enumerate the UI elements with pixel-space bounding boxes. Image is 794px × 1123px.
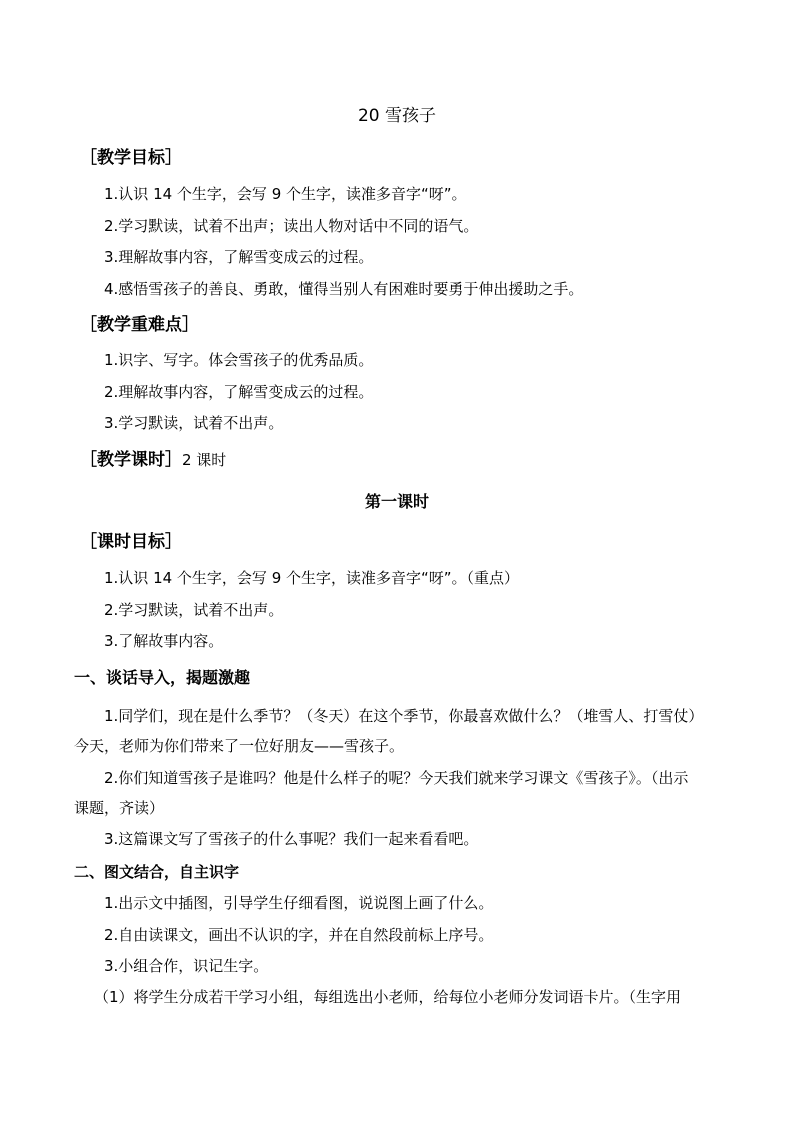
section2-item: 2.自由读课文，画出不认识的字，并在自然段前标上序号。 xyxy=(104,926,494,944)
teaching-goals-heading: ［教学目标］ xyxy=(80,148,182,168)
lesson1-title: 第一课时 xyxy=(364,492,429,511)
key-point-item: 1.识字、写字。体会雪孩子的优秀品质。 xyxy=(104,351,374,369)
key-point-item: 2.理解故事内容，了解雪变成云的过程。 xyxy=(104,383,374,401)
teaching-goal-item: 3.理解故事内容，了解雪变成云的过程。 xyxy=(104,248,374,266)
section2-item: 1.出示文中插图，引导学生仔细看图，说说图上画了什么。 xyxy=(104,894,494,912)
teaching-periods-value: 2 课时 xyxy=(182,451,227,469)
lesson-goals-heading: ［课时目标］ xyxy=(80,532,182,552)
section1-paragraph: 3.这篇课文写了雪孩子的什么事呢？我们一起来看看吧。 xyxy=(104,830,479,848)
section2-item: 3.小组合作，识记生字。 xyxy=(104,957,269,975)
section1-paragraph: 2.你们知道雪孩子是谁吗？他是什么样子的呢？今天我们就来学习课文《雪孩子》。（出示 xyxy=(104,769,689,787)
page-title: 20 雪孩子 xyxy=(357,106,437,126)
teaching-goal-item: 1.认识 14 个生字，会写 9 个生字，读准多音字“呀”。 xyxy=(104,185,467,203)
section1-heading: 一、谈话导入，揭题激趣 xyxy=(74,668,251,687)
teaching-periods xyxy=(80,450,226,470)
key-point-item: 3.学习默读，试着不出声。 xyxy=(104,414,284,432)
teaching-periods-heading: ［教学课时］ xyxy=(80,450,182,470)
section1-paragraph: 1.同学们，现在是什么季节？（冬天）在这个季节，你最喜欢做什么？（堆雪人、打雪仗） xyxy=(104,707,704,725)
key-points-heading: ［教学重难点］ xyxy=(80,315,199,335)
lesson-goal-item: 2.学习默读，试着不出声。 xyxy=(104,601,284,619)
teaching-goal-item: 2.学习默读，试着不出声；读出人物对话中不同的语气。 xyxy=(104,217,479,235)
lesson-goal-item: 3.了解故事内容。 xyxy=(104,632,224,650)
section1-paragraph-continued: 课题，齐读） xyxy=(74,799,165,817)
section2-subitem: （1）将学生分成若干学习小组，每组选出小老师，给每位小老师分发词语卡片。（生字用 xyxy=(94,988,682,1006)
section2-heading: 二、图文结合，自主识字 xyxy=(74,863,240,881)
section1-paragraph-continued: 今天，老师为你们带来了一位好朋友——雪孩子。 xyxy=(74,737,405,755)
lesson-goal-item: 1.认识 14 个生字，会写 9 个生字，读准多音字“呀”。（重点） xyxy=(104,569,520,587)
teaching-goal-item: 4.感悟雪孩子的善良、勇敢，懂得当别人有困难时要勇于伸出援助之手。 xyxy=(104,280,584,298)
